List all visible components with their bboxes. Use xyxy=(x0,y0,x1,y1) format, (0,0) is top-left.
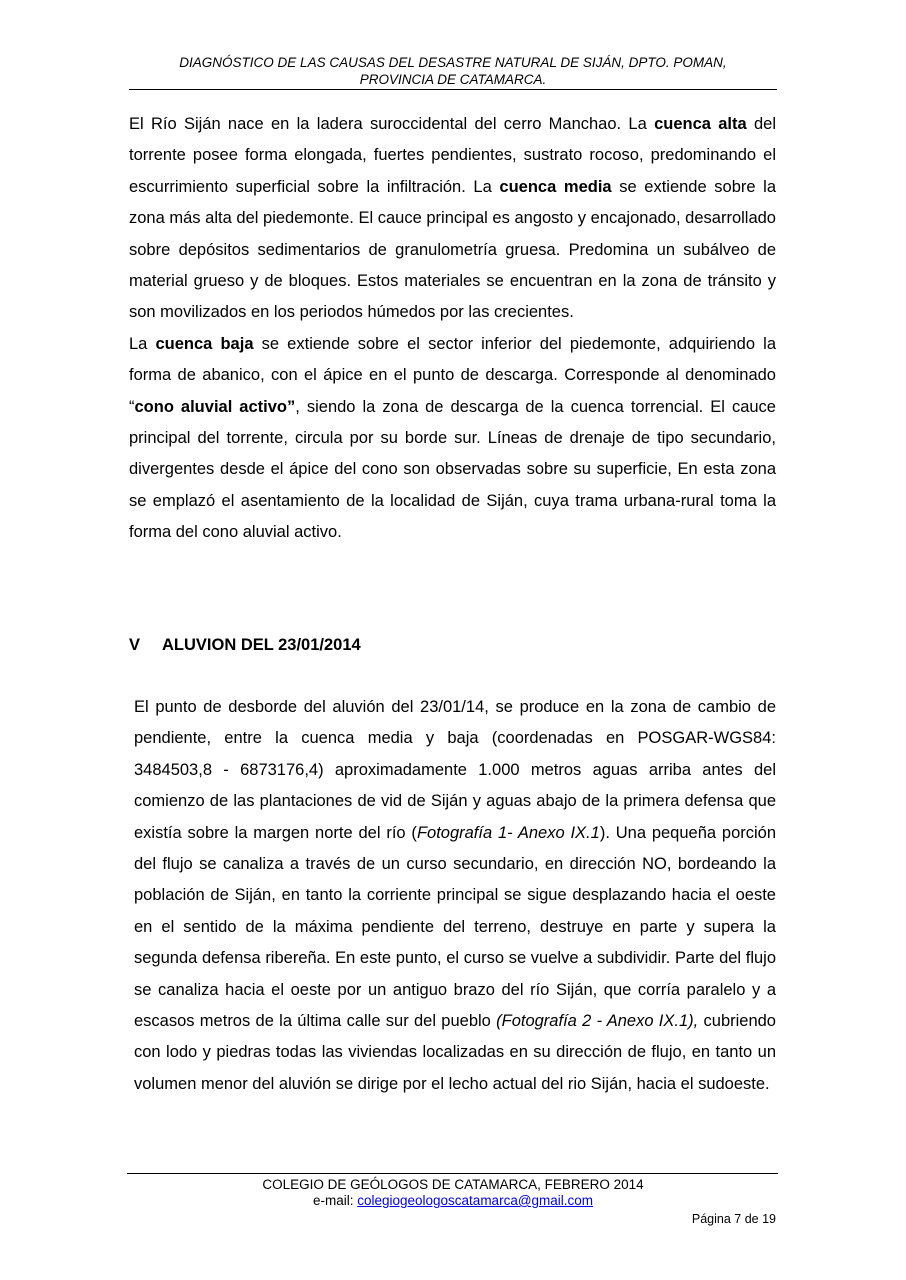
photo-reference-1: Fotografía 1- Anexo IX.1 xyxy=(416,823,600,842)
email-label: e-mail: xyxy=(312,1193,358,1208)
section-title: ALUVION DEL 23/01/2014 xyxy=(162,636,361,654)
header-title-line1: DIAGNÓSTICO DE LAS CAUSAS DEL DESASTRE NATURAL DE SIJÁN, DPTO. POMAN, xyxy=(179,55,727,70)
term-cuenca-baja: cuenca baja xyxy=(155,334,254,353)
text-run: El punto de desborde del aluvión del 23/01/14, se produce en la zona de cambio de pendiente, entre la cuenca media y baja (coordenadas en POSGAR-WGS84: 3484503,8 - 6873176,4) aproximadamente 1.000 metros aguas arriba antes del comienzo de las plantaciones de vid de Siján y aguas abajo de la primera defensa que existía sobre la margen norte del río ( xyxy=(134,698,776,842)
section-heading xyxy=(129,634,361,656)
term-cuenca-media: cuenca media xyxy=(499,177,612,196)
text-run: del torrente posee forma elongada, fuertes pendientes, sustrato rocoso, predominando el escurrimiento superficial sobre la infiltración. La xyxy=(129,115,776,196)
page-footer xyxy=(129,1177,777,1209)
photo-reference-2: (Fotografía 2 - Anexo IX.1), xyxy=(496,1012,699,1031)
section-number: V xyxy=(129,636,141,654)
footer-divider xyxy=(127,1173,778,1174)
footer-contact xyxy=(129,1193,777,1209)
text-run: se extiende sobre la zona más alta del piedemonte. El cauce principal es angosto y encajonado, desarrollado sobre depósitos sedimentarios de granulometría gruesa. Predomina un subálveo de material grueso y de bloques. Estos materiales se encuentran en la zona de tránsito y son movilizados en los periodos húmedos por las crecientes. xyxy=(129,177,777,322)
aluvion-description xyxy=(134,692,776,1100)
text-run: cubriendo con lodo y piedras todas las viviendas localizadas en su dirección de flujo, en tanto un volumen menor del aluvión se dirige por el lecho actual del rio Siján, hacia el sudoeste. xyxy=(134,1012,776,1093)
header-title-line2: PROVINCIA DE CATAMARCA. xyxy=(359,72,547,87)
email-link[interactable]: colegiogeologoscatamarca@gmail.com xyxy=(357,1193,594,1208)
term-cuenca-alta: cuenca alta xyxy=(654,115,747,133)
page-number: Página 7 de 19 xyxy=(691,1212,776,1226)
basin-description xyxy=(129,109,776,549)
paragraph-upper-middle-basin xyxy=(129,109,776,329)
text-run: El Río Siján nace en la ladera suroccidental del cerro Manchao. La xyxy=(129,115,655,133)
text-run: ). Una pequeña porción del flujo se canaliza a través de un curso secundario, en dirección NO, bordeando la población de Siján, en tanto la corriente principal se sigue desplazando hacia el oeste en el sentido de la máxima pendiente del terreno, destruye en parte y supera la segunda defensa ribereña. En este punto, el curso se vuelve a subdividir. Parte del flujo se canaliza hacia el oeste por un antiguo brazo del río Siján, que corría paralelo y a escasos metros de la última calle sur del pueblo xyxy=(134,823,777,1031)
paragraph-overflow-point xyxy=(134,692,776,1100)
text-run: se extiende sobre el sector inferior del piedemonte, adquiriendo la forma de abanico, con el ápice en el punto de descarga. Corresponde al denominado “ xyxy=(129,334,776,416)
page-header xyxy=(129,54,777,90)
text-run: , siendo la zona de descarga de la cuenca torrencial. El cauce principal del torrente, circula por su borde sur. Líneas de drenaje de tipo secundario, divergentes desde el ápice del cono son observadas sobre su superficie, En esta zona se emplazó el asentamiento de la localidad de Siján, cuya trama urbana-rural toma la forma del cono aluvial activo. xyxy=(129,397,776,542)
paragraph-lower-basin xyxy=(129,329,776,549)
text-run: La xyxy=(129,334,156,353)
footer-institution: COLEGIO DE GEÓLOGOS DE CATAMARCA, FEBRERO 2014 xyxy=(262,1177,644,1192)
term-cono-aluvial: cono aluvial activo” xyxy=(134,397,296,416)
